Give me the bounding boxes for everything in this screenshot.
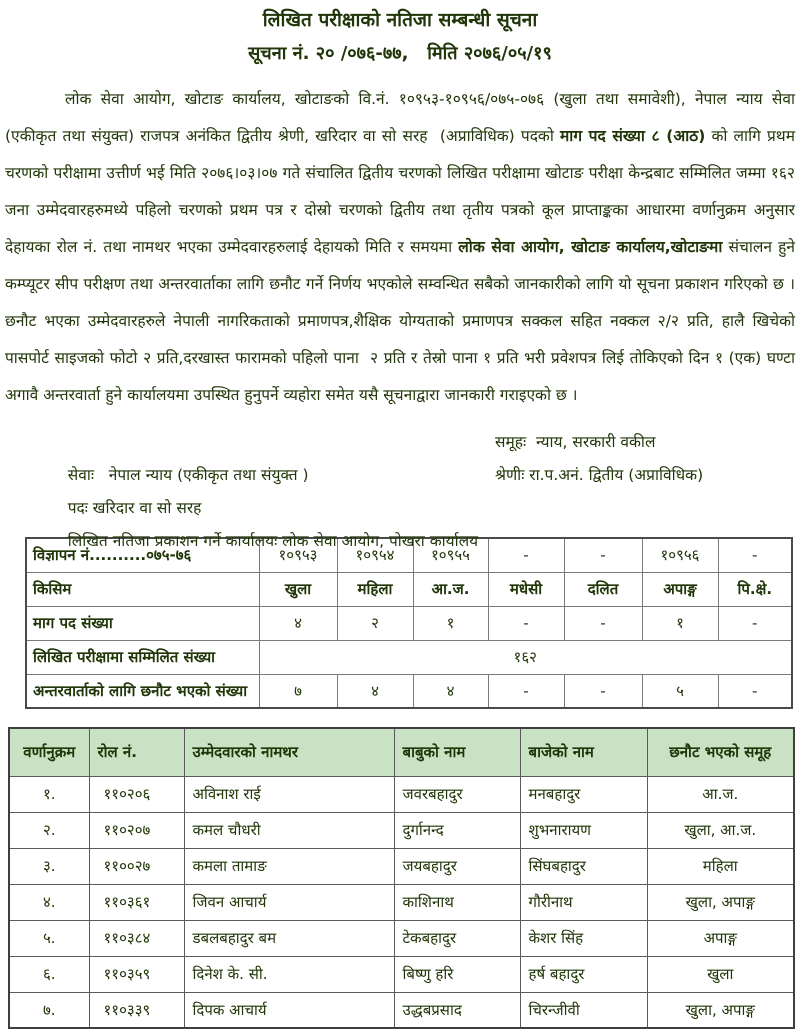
cell-father: जवरबहादुर [394, 776, 520, 812]
result-row [9, 848, 794, 884]
cell-roll: ११००२७ [89, 848, 184, 884]
stats-cell: मधेसी [488, 572, 564, 606]
stats-merged-cell: १६२ [259, 640, 792, 674]
stats-cell: - [488, 674, 564, 708]
body-segment: लोक सेवा आयोग, खोटाङ कार्यालय, खोटाङको वि.नं. १०९५३-१०९५६/०७५-०७६ (खुला तथा समावेशी), नेपाल न्याय सेवा (एकीकृत तथा संयुक्त) राजपत्र अनंकित द्वितीय श्रेणी, खरिदार वा सो सरह (अप्राविधिक) पदको [5, 90, 800, 145]
stats-cell: खुला [259, 572, 337, 606]
stats-label: किसिम [26, 572, 259, 606]
cell-serial: ३. [9, 848, 89, 884]
cell-name: जिवन आचार्य [184, 884, 394, 920]
cell-group: खुला, अपाङ्ग [647, 992, 794, 1028]
stats-label: अन्तरवार्ताको लागि छनौट भएको संख्या [26, 674, 259, 708]
stats-cell: ५ [642, 674, 718, 708]
results-header-row [9, 728, 794, 776]
stats-row-appeared-count [26, 640, 792, 674]
cell-roll: ११०३८४ [89, 920, 184, 956]
stats-cell: - [564, 538, 642, 572]
result-row [9, 992, 794, 1028]
stats-cell: - [488, 538, 564, 572]
stats-cell: १०९५६ [642, 538, 718, 572]
stats-row-demand-posts [26, 606, 792, 640]
field-group: समूहः न्याय, सरकारी वकील [495, 433, 656, 451]
cell-group: खुला, अपाङ्ग [647, 884, 794, 920]
cell-serial: ५. [9, 920, 89, 956]
cell-father: काशिनाथ [394, 884, 520, 920]
header-roll-no: रोल नं. [89, 728, 184, 776]
body-bold-demand-count: माग पद संख्या ८ (आठ) [560, 127, 706, 145]
stats-cell: - [718, 606, 792, 640]
notice-body-paragraph [5, 81, 800, 414]
cell-roll: ११०३३९ [89, 992, 184, 1028]
stats-label: लिखित परीक्षामा सम्मिलित संख्या [26, 640, 259, 674]
header-candidate-name: उम्मेदवारको नामथर [184, 728, 394, 776]
info-fields [48, 426, 800, 550]
stats-cell: ४ [259, 606, 337, 640]
cell-roll: ११०३५९ [89, 956, 184, 992]
cell-father: दुर्गानन्द [394, 812, 520, 848]
cell-group: अपाङ्ग [647, 920, 794, 956]
cell-serial: ६. [9, 956, 89, 992]
cell-group: खुला, आ.ज. [647, 812, 794, 848]
field-grade: श्रेणीः रा.प.अनं. द्वितीय (अप्राविधिक) [495, 466, 704, 484]
stats-cell: १०९५४ [337, 538, 413, 572]
cell-grandfather: शुभनारायण [520, 812, 647, 848]
cell-serial: १. [9, 776, 89, 812]
stats-cell: - [564, 606, 642, 640]
cell-grandfather: चिरन्जीवी [520, 992, 647, 1028]
cell-name: दिपक आचार्य [184, 992, 394, 1028]
stats-cell: ४ [337, 674, 413, 708]
cell-group: आ.ज. [647, 776, 794, 812]
stats-cell: २ [337, 606, 413, 640]
field-row-3 [48, 492, 800, 550]
cell-roll: ११०२०६ [89, 776, 184, 812]
cell-serial: ४. [9, 884, 89, 920]
cell-name: कमला तामाङ [184, 848, 394, 884]
header-serial: वर्णानुक्रम [9, 728, 89, 776]
result-row [9, 920, 794, 956]
stats-cell: १ [642, 606, 718, 640]
stats-label: विज्ञापन नं..........०७५-७६ [26, 538, 259, 572]
result-row [9, 776, 794, 812]
field-row-2 [48, 459, 800, 517]
stats-cell: दलित [564, 572, 642, 606]
stats-cell: - [718, 538, 792, 572]
cell-roll: ११०२०७ [89, 812, 184, 848]
stats-row-selected-count [26, 674, 792, 708]
result-row [9, 812, 794, 848]
cell-group: खुला [647, 956, 794, 992]
cell-roll: ११०३६१ [89, 884, 184, 920]
cell-father: उद्धबप्रसाद [394, 992, 520, 1028]
cell-name: दिनेश के. सी. [184, 956, 394, 992]
cell-father: जयबहादुर [394, 848, 520, 884]
results-table [8, 727, 795, 1029]
cell-name: डबलबहादुर बम [184, 920, 394, 956]
cell-father: टेकबहादुर [394, 920, 520, 956]
notice-number-line: सूचना नं. २० /०७६-७७, मिति २०७६/०५/१९ [248, 43, 552, 64]
cell-name: कमल चौधरी [184, 812, 394, 848]
body-segment: संचालन हुने कम्प्यूटर सीप परीक्षण तथा अन्तरवार्ताका लागि छनौट गर्ने निर्णय भएकोले सम्वन्धित सबैको जानकारीको लागि यो सूचना प्रकाशन गरिएको छ । छनौट भएका उम्मेदवारहरुले नेपाली नागरिकताको प्रमाणपत्र,शैक्षिक योग्यताको प्रमाणपत्र सक्कल सहित नक्कल २/२ प्रति, हालै खिचेको पासपोर्ट साइजको फोटो २ प्रति,दरखास्त फारामको पहिलो पाना २ प्रति र तेस्रो पाना १ प्रति भरी प्रवेशपत्र लिई तोकिएको दिन १ (एक) घण्टा अगावै अन्तरवार्ता हुने कार्यालयमा उपस्थित हुनुपर्ने व्यहोरा समेत यसै सूचनाद्वारा जानकारी गराइएको छ । [5, 238, 800, 404]
result-row [9, 884, 794, 920]
cell-serial: २. [9, 812, 89, 848]
cell-grandfather: हर्ष बहादुर [520, 956, 647, 992]
cell-grandfather: गौरीनाथ [520, 884, 647, 920]
cell-group: महिला [647, 848, 794, 884]
stats-cell: १ [413, 606, 488, 640]
cell-name: अविनाश राई [184, 776, 394, 812]
page-title: लिखित परीक्षाको नतिजा सम्बन्धी सूचना [262, 9, 538, 31]
result-row [9, 956, 794, 992]
header-selected-group: छनौट भएको समूह [647, 728, 794, 776]
cell-grandfather: केशर सिंह [520, 920, 647, 956]
stats-cell: महिला [337, 572, 413, 606]
stats-cell: - [488, 606, 564, 640]
header-grandfather-name: बाजेको नाम [520, 728, 647, 776]
stats-cell: ७ [259, 674, 337, 708]
stats-cell: - [718, 674, 792, 708]
stats-cell: पि.क्षे. [718, 572, 792, 606]
field-publishing-office: लिखित नतिजा प्रकाशन गर्ने कार्यालयः लोक सेवा आयोग, पोखरा कार्यालय [67, 532, 479, 550]
body-bold-office: लोक सेवा आयोग, खोटाङ कार्यालय,खोटाङमा [458, 238, 723, 256]
stats-label: माग पद संख्या [26, 606, 259, 640]
stats-cell: - [564, 674, 642, 708]
header-father-name: बाबुको नाम [394, 728, 520, 776]
field-service: सेवाः नेपाल न्याय (एकीकृत तथा संयुक्त ) [67, 466, 309, 484]
cell-grandfather: मनबहादुर [520, 776, 647, 812]
stats-cell: अपाङ्ग [642, 572, 718, 606]
cell-grandfather: सिंघबहादुर [520, 848, 647, 884]
stats-cell: आ.ज. [413, 572, 488, 606]
cell-serial: ७. [9, 992, 89, 1028]
stats-cell: ४ [413, 674, 488, 708]
stats-cell: १०९५३ [259, 538, 337, 572]
body-segment: को लागि प्रथम चरणको परीक्षामा उत्तीर्ण भई मिति २०७६।०३।०७ गते संचालित द्वितीय चरणको लिखित परीक्षामा खोटाङ परीक्षा केन्द्रबाट सम्मिलित जम्मा १६२ जना उम्मेदवारहरुमध्ये पहिलो चरणको प्रथम पत्र र दोस्रो चरणको द्वितीय तथा तृतीय पत्रको कूल प्राप्ताङ्कका आधारमा वर्णानुक्रम अनुसार देहायका रोल नं. तथा नामथर भएका उम्मेदवारहरुलाई देहायको मिति र समयमा [5, 127, 800, 256]
field-post: पदः खरिदार वा सो सरह [67, 499, 202, 517]
stats-table [25, 537, 793, 709]
stats-cell: १०९५५ [413, 538, 488, 572]
cell-father: बिष्णु हरि [394, 956, 520, 992]
stats-row-category [26, 572, 792, 606]
